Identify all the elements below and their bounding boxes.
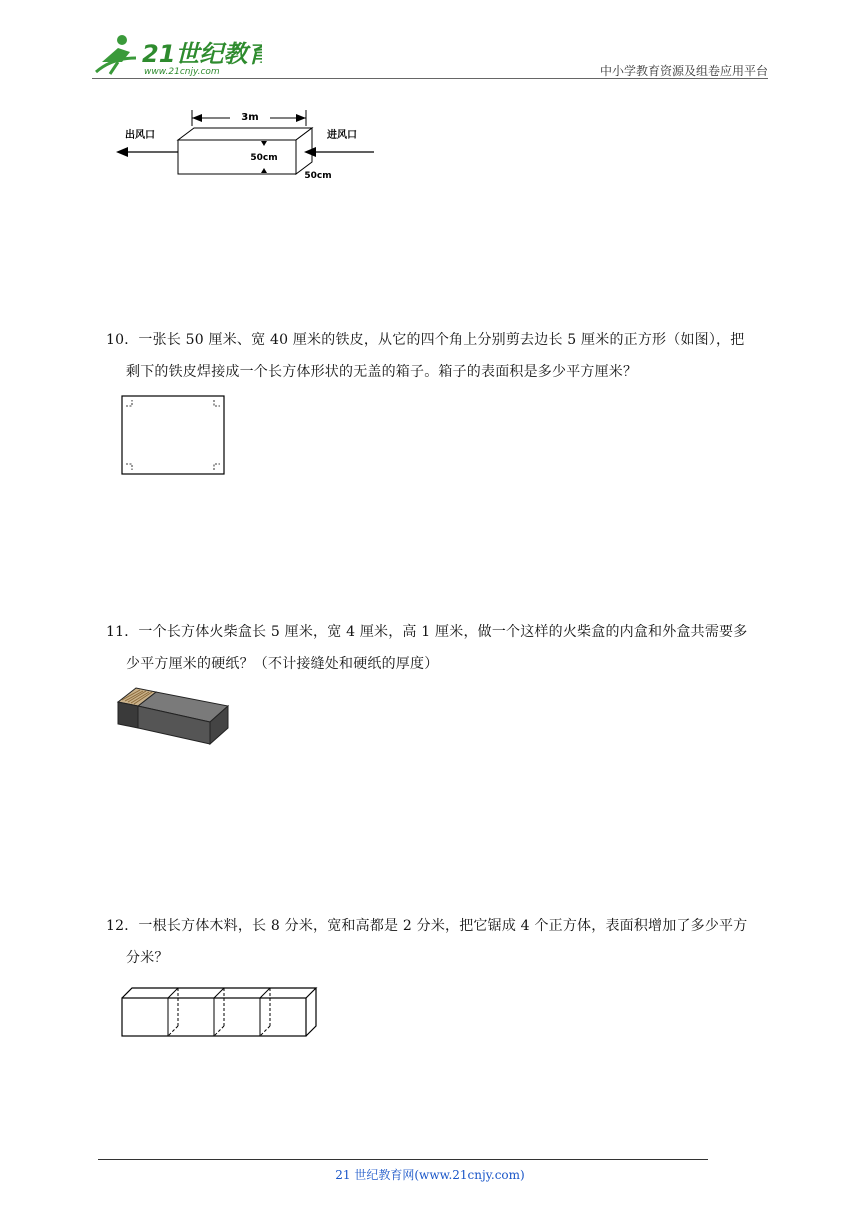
question-number: 11． xyxy=(106,624,139,640)
site-logo xyxy=(92,32,262,78)
footer-divider xyxy=(98,1159,708,1160)
svg-text:50cm: 50cm xyxy=(250,153,278,163)
duct-figure xyxy=(110,104,380,186)
svg-text:进风口: 进风口 xyxy=(327,130,357,141)
question-text: 一根长方体木料，长 8 分米，宽和高都是 2 分米，把它锯成 4 个正方体，表面积增加了多少平方 xyxy=(138,918,748,934)
matchbox-figure xyxy=(114,684,232,752)
question-text-continued: 少平方厘米的硬纸？（不计接缝处和硬纸的厚度） xyxy=(126,656,439,672)
wood-bar-figure xyxy=(118,984,322,1044)
svg-text:3m: 3m xyxy=(241,112,259,123)
question-text: 一个长方体火柴盒长 5 厘米，宽 4 厘米，高 1 厘米，做一个这样的火柴盒的内盒和外盒共需要多 xyxy=(138,624,748,640)
runner-logo-icon xyxy=(96,35,136,74)
question-11 xyxy=(106,616,766,680)
question-12 xyxy=(106,910,766,974)
sheet-figure xyxy=(118,392,228,482)
svg-text:www.21cnjy.com: www.21cnjy.com xyxy=(144,67,220,77)
svg-text:50cm: 50cm xyxy=(304,171,332,181)
svg-text:出风口: 出风口 xyxy=(125,130,155,141)
question-text-continued: 剩下的铁皮焊接成一个长方体形状的无盖的箱子。箱子的表面积是多少平方厘米？ xyxy=(126,364,638,380)
question-number: 12． xyxy=(106,918,139,934)
header-divider xyxy=(92,78,768,79)
question-10 xyxy=(106,324,766,388)
question-number: 10． xyxy=(106,332,139,348)
platform-name: 中小学教育资源及组卷应用平台 xyxy=(599,64,768,78)
question-text-continued: 分米？ xyxy=(126,950,169,966)
footer-link[interactable]: 21 世纪教育网(www.21cnjy.com) xyxy=(335,1168,525,1182)
question-text: 一张长 50 厘米、宽 40 厘米的铁皮，从它的四个角上分别剪去边长 5 厘米的正方形（如图），把 xyxy=(138,332,745,348)
svg-text:21世纪教育: 21世纪教育 xyxy=(142,40,262,68)
